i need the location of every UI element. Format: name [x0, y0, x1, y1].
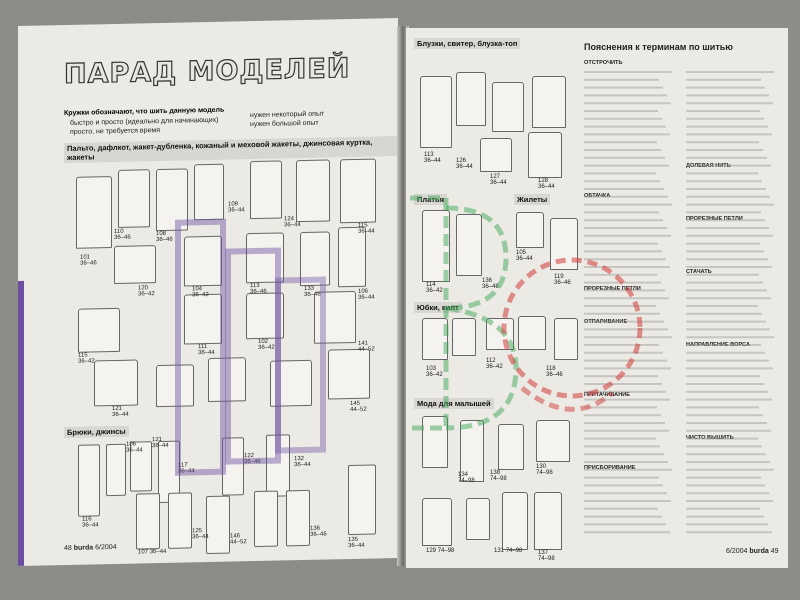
- garment-sketch: [300, 231, 330, 286]
- footer-left: 48 burda 6/2004: [64, 543, 117, 553]
- glossary-term: СТАЧАТЬ: [686, 269, 712, 275]
- model-number: 110 36–46: [114, 228, 131, 241]
- pants-sketch: [222, 437, 244, 495]
- vest-sketch: [516, 212, 544, 248]
- section-vests-heading: Жилеты: [514, 194, 550, 205]
- legend-item-3: нужен некоторый опыт: [250, 110, 325, 120]
- model-number: 101 36–46: [80, 254, 97, 267]
- model-number: 113 36–44: [424, 152, 441, 164]
- garment-sketch: [328, 349, 370, 400]
- garment-sketch: [528, 132, 562, 178]
- model-number: 125 36–44: [192, 528, 209, 541]
- model-number: 113 36–46: [250, 282, 267, 296]
- glossary-term: ОТСТРОЧИТЬ: [584, 60, 623, 66]
- model-number: 105 36–44: [516, 250, 533, 262]
- glossary-term: ОБТАЧКА: [584, 193, 611, 199]
- model-number: 104 36–42: [192, 286, 209, 299]
- model-number: 124 36–44: [284, 216, 301, 229]
- skirt-sketch: [422, 318, 448, 360]
- model-number: 137 74–98: [538, 550, 555, 562]
- model-number: 109 36–44: [228, 201, 245, 214]
- kids-sketch: [502, 492, 528, 550]
- skirt-sketch: [452, 318, 476, 356]
- garment-sketch: [194, 164, 224, 221]
- garment-sketch: [314, 291, 356, 344]
- pants-sketch: [286, 490, 310, 547]
- pants-sketch: [168, 492, 192, 549]
- glossary-column-2: [686, 60, 782, 540]
- footer-right: 6/2004 burda 49: [726, 548, 779, 555]
- glossary-term: ЧИСТО ВЫШИТЬ: [686, 435, 734, 441]
- model-number: 128 36–44: [538, 178, 555, 190]
- garment-sketch: [156, 364, 194, 407]
- skirt-sketch: [486, 318, 514, 350]
- page-title: ПАРАД МОДЕЛЕЙ: [64, 53, 351, 91]
- section-blouses-heading: Блузки, свитер, блузка-топ: [414, 38, 520, 49]
- section-kids-heading: Мода для малышей: [414, 398, 494, 409]
- garment-sketch: [78, 308, 120, 353]
- page-edge-stripe: [18, 281, 24, 566]
- model-number: 108 36–46: [156, 230, 173, 244]
- magazine-spread: [8, 26, 792, 566]
- skirt-sketch: [554, 318, 578, 360]
- model-number: 118 36–46: [546, 366, 563, 378]
- garment-sketch: [296, 159, 330, 222]
- model-number: 127 36–44: [490, 174, 507, 186]
- skirt-sketch: [518, 316, 546, 350]
- model-number: 112 36–42: [486, 358, 503, 370]
- model-number: 111 36–44: [198, 344, 215, 357]
- model-number: 115 36–42: [78, 352, 95, 365]
- kids-sketch: [422, 416, 448, 468]
- model-number: 120 36–42: [138, 285, 155, 298]
- section-dresses-heading: Платья: [414, 194, 447, 205]
- model-number: 138 74–98: [490, 470, 507, 482]
- model-number: 130 74–98: [536, 464, 553, 476]
- glossary-term: ОТПАРИВАНИЕ: [584, 319, 628, 325]
- garment-sketch: [114, 245, 156, 284]
- kids-sketch: [422, 498, 452, 546]
- model-number: 114 36–42: [426, 282, 443, 294]
- garment-sketch: [184, 294, 222, 345]
- model-number: 115 36–44: [358, 222, 375, 235]
- kids-sketch: [536, 420, 570, 462]
- model-number: 117 36–44: [178, 462, 195, 475]
- model-number: 146 44–52: [230, 533, 247, 546]
- garment-sketch: [480, 138, 512, 172]
- garment-sketch: [338, 227, 366, 288]
- section-pants-heading: Брюки, джинсы: [64, 426, 129, 438]
- glossary-term: ПРИСБОРИВАНИЕ: [584, 465, 636, 471]
- garment-sketch: [208, 357, 246, 402]
- kids-sketch: [466, 498, 490, 540]
- legend-item-4: нужен большой опыт: [250, 119, 319, 129]
- garment-sketch: [94, 359, 138, 406]
- model-number: 134 74–98: [458, 472, 475, 484]
- garment-sketch: [340, 159, 376, 224]
- garment-sketch: [184, 236, 222, 287]
- pants-sketch: [206, 496, 230, 555]
- kids-sketch: [498, 424, 524, 470]
- model-number: 102 36–42: [258, 338, 275, 351]
- section-skirts-heading: Юбки, килт: [414, 302, 462, 313]
- garment-sketch: [250, 160, 282, 219]
- model-number: 136 36–46: [482, 278, 499, 290]
- model-number: 122 36–46: [244, 453, 261, 466]
- garment-sketch: [270, 360, 312, 407]
- model-number: 136 36–46: [310, 525, 327, 538]
- model-number: 141 44–52: [358, 340, 375, 353]
- legend-title: Кружки обозначают, что шить данную модель: [64, 106, 225, 118]
- pants-sketch: [254, 491, 278, 548]
- dress-sketch: [422, 210, 450, 282]
- vest-sketch: [550, 218, 578, 270]
- model-number: 133 36–46: [304, 285, 321, 299]
- garment-sketch: [532, 76, 566, 128]
- pants-sketch: [78, 444, 100, 516]
- model-number: 129 74–98: [426, 548, 455, 554]
- garment-sketch: [492, 82, 524, 132]
- garment-sketch: [246, 292, 284, 339]
- right-page: [406, 28, 788, 568]
- pants-sketch: [106, 444, 126, 496]
- model-number: 119 36–46: [554, 274, 571, 286]
- model-number: 121 36–44: [112, 405, 129, 419]
- glossary-term: ДОЛЕВАЯ НИТЬ: [686, 163, 731, 169]
- model-number: 126 36–44: [456, 158, 473, 170]
- dress-sketch: [456, 214, 482, 276]
- pants-sketch: [136, 493, 160, 550]
- garment-sketch: [246, 232, 284, 283]
- model-number: 116 36–44: [82, 516, 99, 529]
- section-outerwear-heading: Пальто, дафлкот, жакет-дубленка, кожаный и меховой жакеты, джинсовая куртка, жакеты: [64, 136, 398, 163]
- garment-sketch: [456, 72, 486, 126]
- garment-sketch: [420, 76, 452, 148]
- glossary-title: Пояснения к терминам по шитью: [584, 42, 733, 52]
- glossary-term: НАПРАВЛЕНИЕ ВОРСА: [686, 342, 750, 348]
- kids-sketch: [534, 492, 562, 550]
- garment-sketch: [118, 169, 150, 228]
- model-number: 121 36–44: [152, 436, 169, 450]
- model-number: 135 36–44: [348, 536, 365, 550]
- pants-sketch: [348, 465, 376, 536]
- model-number: 106 36–44: [358, 288, 375, 301]
- legend-item-1: быстро и просто (идеально для начинающих): [70, 116, 219, 127]
- glossary-term: ПРОРЕЗНЫЕ ПЕТЛИ: [584, 286, 641, 292]
- garment-sketch: [76, 176, 112, 249]
- glossary-term: ПРИТАЧИВАНИЕ: [584, 392, 630, 398]
- model-number: 107 36–44: [138, 548, 167, 556]
- glossary-term: ПРОРЕЗНЫЕ ПЕТЛИ: [686, 216, 743, 222]
- left-page: [18, 18, 398, 566]
- model-number: 106 36–44: [126, 441, 143, 454]
- model-number: 103 36–42: [426, 366, 443, 378]
- model-number: 132 36–44: [294, 456, 311, 469]
- pants-sketch: [266, 434, 290, 497]
- model-number: 131 74–98: [494, 548, 523, 554]
- legend-item-2: просто, не требуется время: [70, 127, 161, 136]
- glossary-column-1: [584, 60, 680, 540]
- model-number: 145 44–52: [350, 400, 367, 414]
- garment-sketch: [156, 168, 188, 231]
